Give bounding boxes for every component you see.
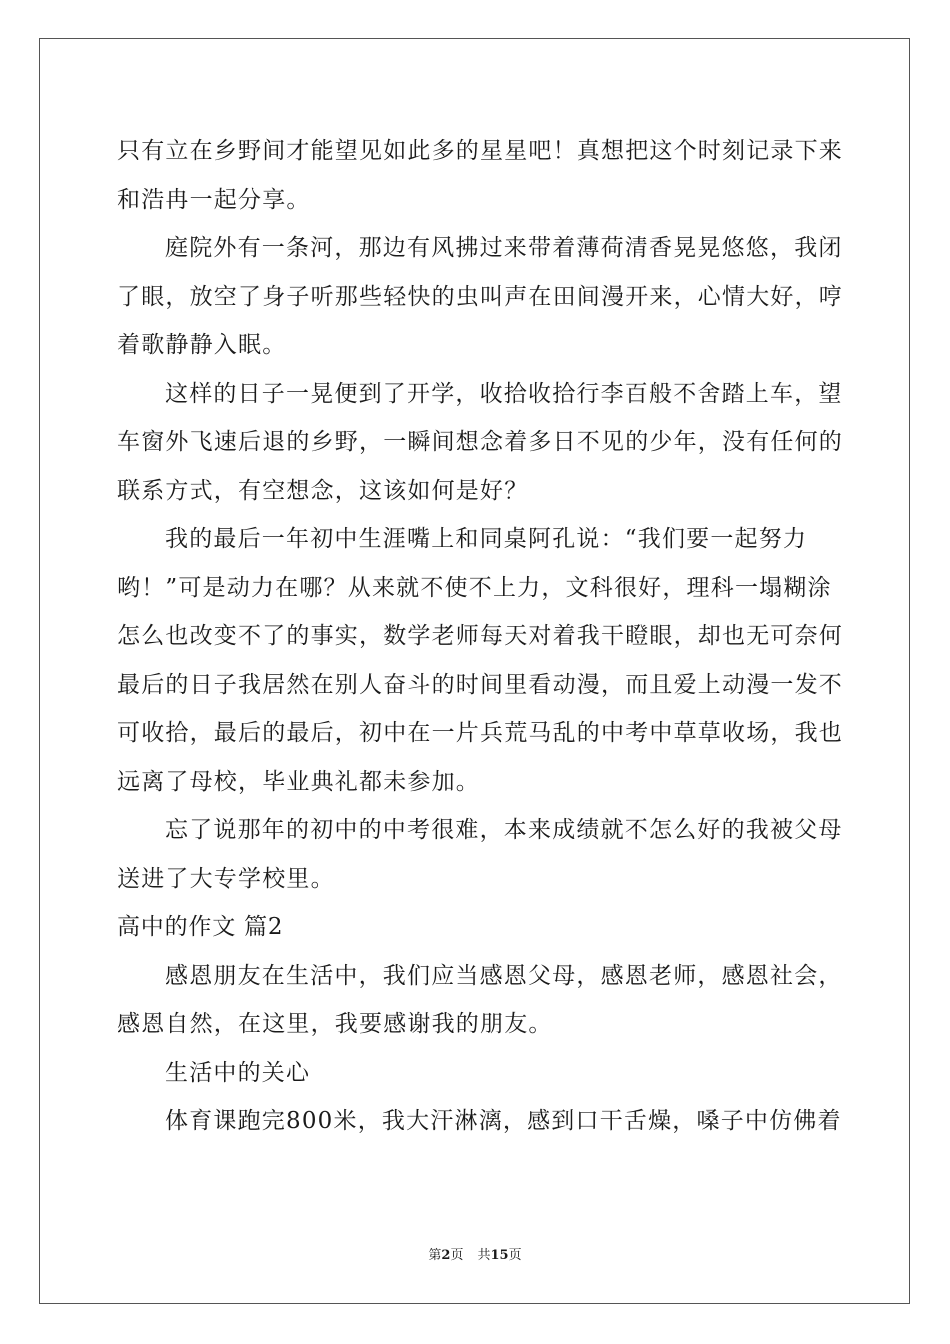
footer-total-suffix: 页 xyxy=(508,1248,522,1263)
footer-page-suffix: 页 xyxy=(450,1248,464,1263)
text-line: 了眼，放空了身子听那些轻快的虫叫声在田间漫开来，心情大好，哼 xyxy=(117,283,843,310)
text-line: 车窗外飞速后退的乡野，一瞬间想念着多日不见的少年，没有任何的 xyxy=(117,429,843,455)
text-line: 庭院外有一条河，那边有风拂过来带着薄荷清香晃晃悠悠，我闭 xyxy=(165,235,843,261)
text-line: 忘了说那年的初中的中考很难，本来成绩就不怎么好的我被父母 xyxy=(165,817,843,843)
text-line: 着歌静静入眠。 xyxy=(117,332,287,358)
text-line: 联系方式，有空想念，这该如何是好？ xyxy=(117,477,529,504)
text-line: 只有立在乡野间才能望见如此多的星星吧！真想把这个时刻记录下来 xyxy=(117,138,843,164)
text-line: 最后的日子我居然在别人奋斗的时间里看动漫，而且爱上动漫一发不 xyxy=(117,671,843,698)
text-line: 生活中的关心 xyxy=(165,1059,311,1086)
text-line: 送进了大专学校里。 xyxy=(117,865,335,892)
footer-page-prefix: 第 xyxy=(428,1248,442,1263)
footer-page-current: 2 xyxy=(441,1248,451,1263)
text-line: 感恩自然，在这里，我要感谢我的朋友。 xyxy=(117,1011,553,1037)
footer-page-total: 15 xyxy=(490,1248,509,1263)
text-line: 可收拾，最后的最后，初中在一片兵荒马乱的中考中草草收场，我也 xyxy=(117,720,843,746)
text-line: 远离了母校，毕业典礼都未参加。 xyxy=(117,768,480,795)
text-line: 和浩冉一起分享。 xyxy=(117,186,311,213)
text-line: 怎么也改变不了的事实，数学老师每天对着我干瞪眼，却也无可奈何 xyxy=(117,623,843,649)
text-line: 我的最后一年初中生涯嘴上和同桌阿孔说：“我们要一起努力 xyxy=(165,526,808,552)
text-line: 感恩朋友在生活中，我们应当感恩父母，感恩老师，感恩社会， xyxy=(165,962,843,989)
document-body xyxy=(117,127,843,1146)
page-footer xyxy=(0,1247,950,1265)
text-line: 这样的日子一晃便到了开学，收拾收拾行李百般不舍踏上车，望 xyxy=(165,380,843,407)
footer-total-prefix: 共 xyxy=(477,1248,491,1263)
text-line: 体育课跑完800米，我大汗淋漓，感到口干舌燥，嗓子中仿佛着 xyxy=(165,1108,842,1134)
section-heading: 高中的作文 篇2 xyxy=(117,914,284,940)
text-line: 哟！”可是动力在哪？从来就不使不上力，文科很好，理科一塌糊涂 xyxy=(117,574,832,601)
